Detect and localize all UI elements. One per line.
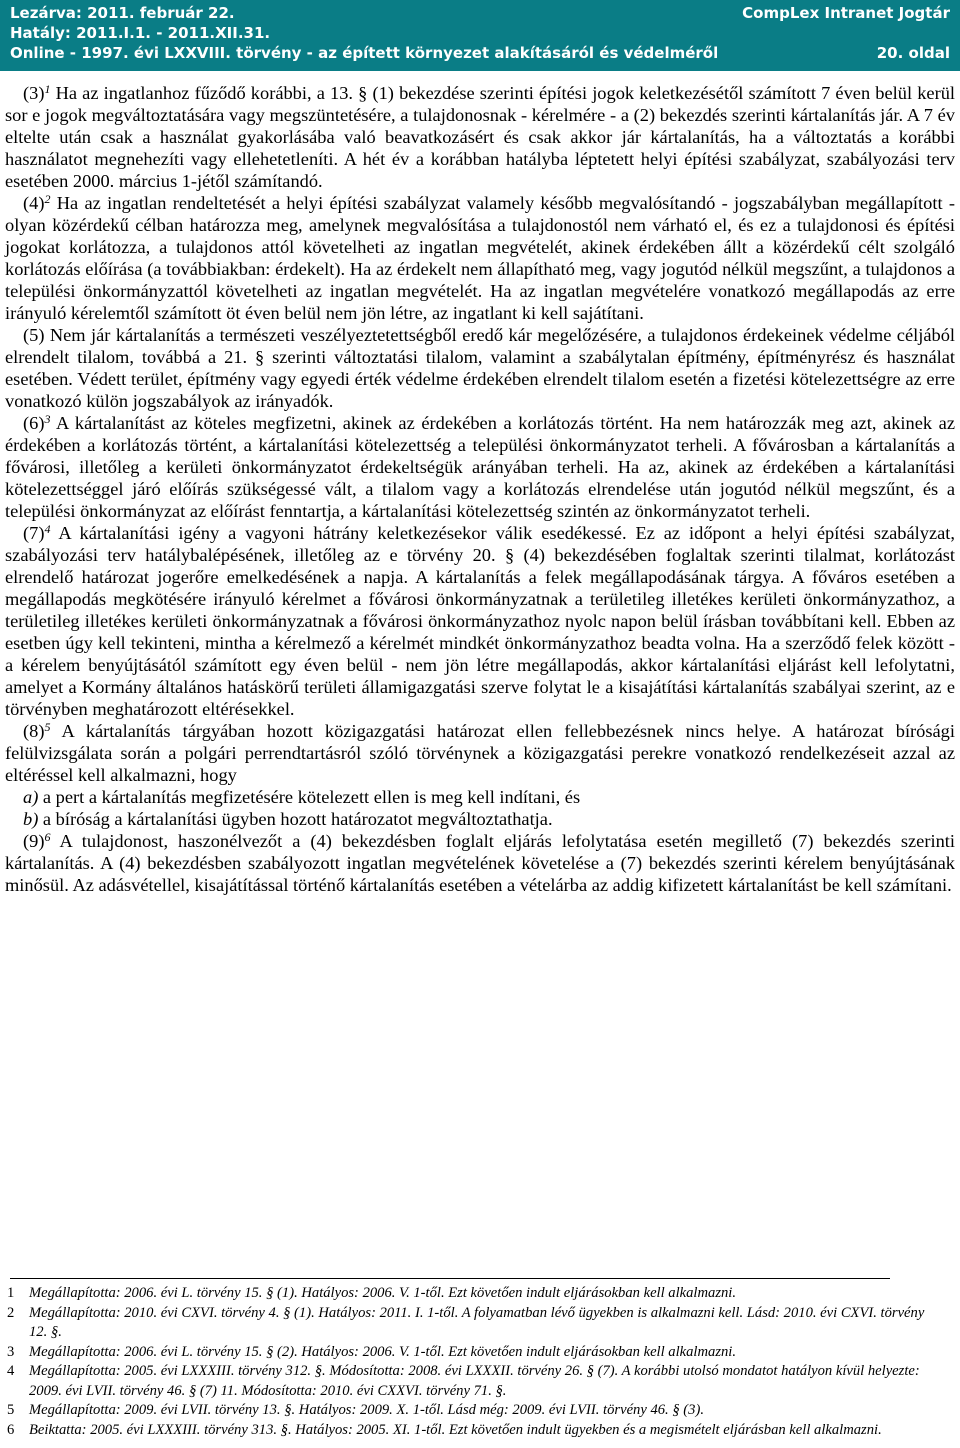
document-title: Online - 1997. évi LXXVIII. törvény - az épített környezet alakításáról és védelméről: [10, 44, 719, 62]
paragraph-6: $(6)^3$ A kártalanítást az köteles megfizetni, akinek az érdekében a korlátozás történt. Ha nem határozzák meg azt, akinek az érdekében a korlátozás történt, a kártalanítási kötelezettség a települési önkormányzatot terheli. A fővárosban a kártalanítás a fővárosi, illetőleg a kerületi önkormányzatot érdekeltségük arányában terheli. Ha az, akinek az érdekében a kártalanítási kötelezettséggel járó előírás szükségessé vált, a tilalom vagy a korlátozás elrendelése után jogutód nélkül megszűnt, és a települési önkormányzat az előírást fenntartja, a kártalanítási kötelezettség szintén az önkormányzatot terheli.: [5, 412, 955, 521]
header-row-2: [10, 23, 950, 43]
footnote-divider: [10, 1278, 890, 1279]
paragraph-4: $(4)^2$ Ha az ingatlan rendeltetését a helyi építési szabályzat valamely később megvalósítandó - jogszabályban megállapított - olyan közérdekű célban határozza meg, amelynek megvalósítása a tulajdonostól nem várható el, és ez a tulajdonosi és építési jogokat korlátozza, a tulajdonos attól követelheti az ingatlan megvételét, akinek érdekében állt a közérdekű célt szolgáló korlátozás előírása (a továbbiakban: érdekelt). Ha az érdekelt nem állapítható meg, vagy jogutód nélkül megszűnt, a tulajdonos a települési önkormányzattól követelheti az ingatlan megvételét. Ha az ingatlan megvételére vonatkozó megállapodás az erre irányuló kérelemtől számított öt éven belül nem jön létre, az ingatlant ki kell sajátítani.: [5, 192, 955, 323]
page-number: 20. oldal: [876, 44, 950, 62]
footnote-ref[interactable]: 2: [44, 192, 51, 206]
validity-range: Hatály: 2011.I.1. - 2011.XII.31.: [10, 24, 271, 42]
list-item-b: b) a bíróság a kártalanítási ügyben hozott határozatot megváltoztathatja.: [23, 809, 553, 829]
paragraph-3: $(3)^1$ Ha az ingatlanhoz fűződő korábbi, a 13. § (1) bekezdése szerinti építési jogok keletkezésétől számított 7 éven belül kerül sor e jogok megváltoztatására vagy megszüntetésére, a tulajdonosnak - kérelmére - a (2) bekezdés szerinti kártalanítás jár. A 7 év eltelte után csak a használat gyakorlásába való beavatkozásért és csak akkor jár kártalanítás, ha a változtatás a korábbi használatot megnehezíti vagy ellehetetleníti. A hét év a korábban hatályba léptetett helyi építési szabályzat, szabályozási terv esetében 2000. március 1-jétől számítandó.: [5, 82, 955, 191]
header-divider: [0, 71, 960, 72]
footnote-ref[interactable]: 1: [44, 82, 51, 96]
brand-name: CompLex Intranet Jogtár: [742, 4, 950, 22]
header-row-3: [10, 43, 950, 63]
paragraph-8: $(8)^5$ A kártalanítás tárgyában hozott közigazgatási határozat ellen fellebbezésnek nincs helye. A határozat bírósági felülvizsgálata során a polgári perrendtartásról szóló törvénynek a közigazgatási perekre vonatkozó rendelkezéseit azzal az eltéréssel kell alkalmazni, hogy: [5, 720, 955, 785]
footnote-6: 6 Beiktatta: 2005. évi LXXXIII. törvény 313. §. Hatályos: 2005. XI. 1-től. Ezt követően indult ügyekben és a megismételt eljárásban kell alkalmazni.: [7, 1421, 882, 1438]
footnote-3: 3 Megállapította: 2006. évi L. törvény 15. § (2). Hatályos: 2006. V. 1-től. Ezt követően indult eljárásokban kell alkalmazni.: [7, 1343, 737, 1360]
paragraph-7: $(7)^4$ A kártalanítási igény a vagyoni hátrány keletkezésekor válik esedékessé. Ez az időpont a helyi építési szabályzat, szabályozási terv hatálybalépésének, illetőleg az e törvény 20. § (4) bekezdésében foglaltak szerinti tilalmat, korlátozást elrendelő határozat jogerőre emelkedésének a napja. A kártalanítás a felek megállapodásának tárgya. A főváros esetében a megállapodás megkötésére irányuló kérelmet a fővárosi önkormányzatnak a területileg illetékes kerületi önkormányzathoz, a területileg illetékes kerületi önkormányzatnak a fővárosi önkormányzathoz nyolc napon belül írásban továbbítani kell. Ebben az esetben úgy kell tekinteni, mintha a kérelmező a kérelmét mindkét önkormányzathoz beadta volna. Ha a szerződő felek között - a kérelem benyújtásától számított egy éven belül - nem jön létre megállapodás, akkor kártalanítási eljárást kell lefolytatni, amelyet a Kormány általános hatáskörű területi államigazgatási szerve folytat le a kisajátítási kártalanítás szabályai szerint, az e törvényben meghatározott eltérésekkel.: [5, 522, 955, 719]
footnote-ref[interactable]: 5: [44, 720, 51, 734]
footnote-2: 2 Megállapította: 2010. évi CXVI. törvény 4. § (1). Hatályos: 2011. I. 1-től. A folyamatban lévő ügyekben is alkalmazni kell. Lásd: 2010. évi CXVI. törvény 12. §.: [7, 1304, 925, 1340]
paragraph-5: (5) Nem jár kártalanítás a természeti veszélyeztetettségből eredő kár megelőzésére, a tulajdonos érdekeinek védelme céljából elrendelt tilalom, továbbá a 21. § szerinti változtatási tilalom, valamint a szabálytalan építmény, építményrész és használat esetében. Védett terület, építmény vagy egyedi érték védelme érdekében elrendelt tilalom esetén a fizetési kötelezettségre az erre vonatkozó külön jogszabályok az irányadók.: [5, 325, 955, 411]
document-body: [5, 82, 955, 896]
footnote-ref[interactable]: 3: [44, 412, 51, 426]
closing-date: Lezárva: 2011. február 22.: [10, 4, 235, 22]
footnotes: [5, 1284, 945, 1440]
footnote-ref[interactable]: 4: [44, 522, 51, 536]
header-row-1: [10, 3, 950, 23]
footnote-4: 4 Megállapította: 2005. évi LXXXIII. törvény 312. §. Módosította: 2008. évi LXXXII. törvény 26. § (7). A korábbi utolsó mondatot hatályon kívül helyezte: 2009. évi LVII. törvény 46. § (7) 11. Módosította: 2010. évi CXXVI. törvény 71. §.: [7, 1363, 920, 1399]
footnote-1: 1 Megállapította: 2006. évi L. törvény 15. § (1). Hatályos: 2006. V. 1-től. Ezt követően indult eljárásokban kell alkalmazni.: [7, 1285, 737, 1301]
footnote-5: 5 Megállapította: 2009. évi LVII. törvény 13. §. Hatályos: 2009. X. 1-től. Lásd még: 2009. évi LVII. törvény 46. § (3).: [7, 1402, 704, 1418]
page-header: [0, 0, 960, 72]
footnote-ref[interactable]: 6: [44, 830, 51, 844]
paragraph-9: $(9)^6$ A tulajdonost, haszonélvezőt a (4) bekezdésben foglalt eljárás lefolytatása esetén megillető (7) bekezdés szerinti kártalanítás. A (4) bekezdésben szabályozott ingatlan megvételének követelése a (7) bekezdés szerinti kérelem benyújtásának minősül. Az adásvétellel, kisajátítással történő kártalanítás esetében a vételárba az addig kifizetett kártalanítást be kell számítani.: [5, 830, 955, 895]
list-item-a: a) a pert a kártalanítás megfizetésére kötelezett ellen is meg kell indítani, és: [23, 787, 581, 807]
